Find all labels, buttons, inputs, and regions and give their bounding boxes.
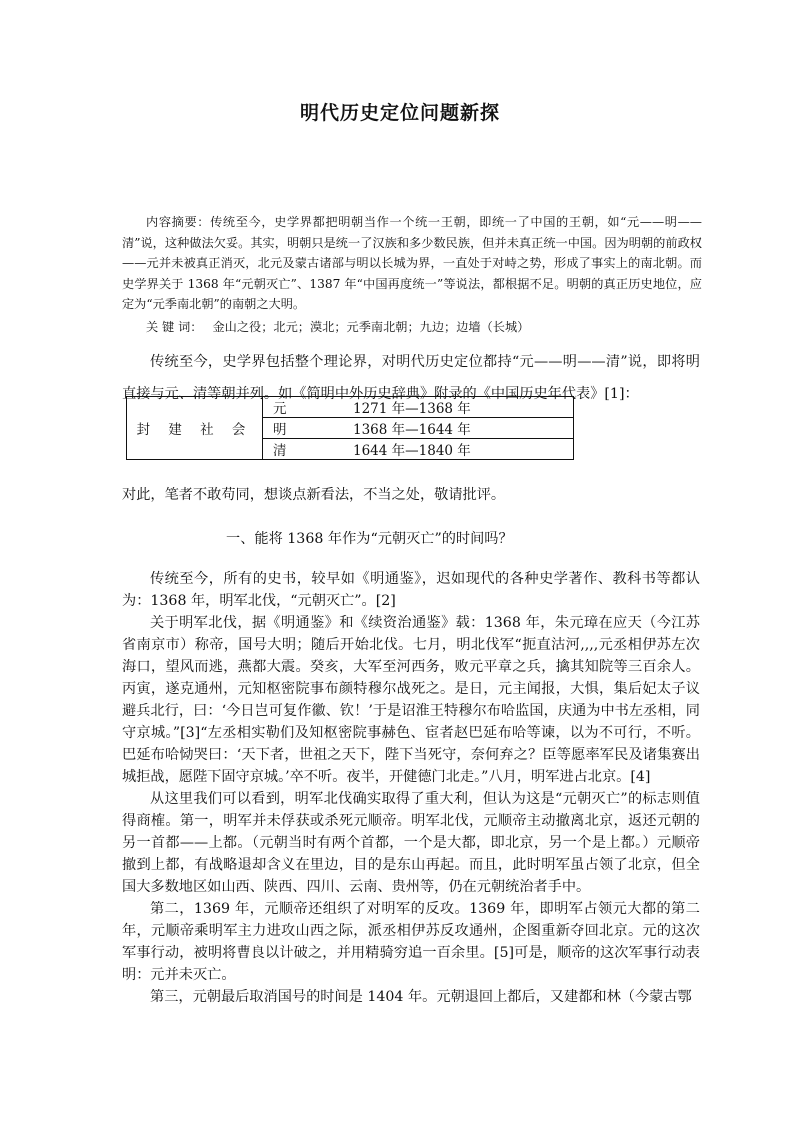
dynasty-years: 1271 年—1368 年 xyxy=(353,401,471,417)
table-label: 封 建 社 会 xyxy=(127,397,263,460)
paragraph: 从这里我们可以看到，明军北伐确实取得了重大利，但认为这是“元朝灭亡”的标志则值得商榷。第一，明军并未俘获或杀死元顺帝。明军北伐，元顺帝主动撤离北京，返还元朝的另一首都——上都。（元朝当时有两个首都，一个是大都，即北京，另一个是上都。）元顺帝撤到上都，有战略退却含义在里边，目的是东山再起。而且，此时明军虽占领了北京，但全国大多数地区如山西、陕西、四川、云南、贵州等，仍在元朝统治者手中。 xyxy=(122,791,700,895)
section-heading: 一、能将 1368 年作为“元朝灭亡”的时间吗？ xyxy=(226,531,513,547)
keywords-label: 关 键 词： xyxy=(146,320,203,334)
dynasty-name: 元 xyxy=(273,401,287,417)
table-cell xyxy=(263,439,574,460)
after-table-paragraph xyxy=(122,484,700,506)
keywords xyxy=(146,318,529,335)
section-body xyxy=(122,568,700,1008)
keywords-text: 金山之役；北元；漠北；元季南北朝；九边；边墙（长城） xyxy=(212,320,530,334)
dynasty-name: 明 xyxy=(273,422,287,438)
table-row xyxy=(127,397,574,418)
table-cell xyxy=(263,397,574,418)
paragraph: 传统至今，所有的史书，较早如《明通鉴》，迟如现代的各种史学著作、教科书等都认为：1368 年，明军北伐，“元朝灭亡”。[2] xyxy=(122,571,700,609)
paragraph: 关于明军北伐，据《明通鉴》和《续资治通鉴》载：1368 年，朱元璋在应天（今江苏省南京市）称帝，国号大明；随后开始北伐。七月，明北伐军“扼直沽河,,,,元丞相伊苏左次海口，望风而逃，燕都大震。癸亥，大军至河西务，败元平章之兵，擒其知院等三百余人。丙寅，遂克通州，元知枢密院事布颜特穆尔战死之。是日，元主闻报，大惧，集后妃太子议避兵北行，曰：‘今日岂可复作徽、钦！’于是诏淮王特穆尔布哈监国，庆通为中书左丞相，同守京城。”[3]“左丞相实勒们及知枢密院事赫色、宦者赵巴延布哈等谏，以为不可行，不听。巴延布哈恸哭曰：‘天下者，世祖之天下，陛下当死守，奈何弃之？臣等愿率军民及诸集赛出城拒战，愿陛下固守京城。’卒不听。夜半，开健德门北走。”八月，明军进占北京。[4] xyxy=(122,615,700,785)
dynasty-years: 1644 年—1840 年 xyxy=(353,443,471,459)
abstract-text: 内容摘要：传统至今，史学界都把明朝当作一个统一王朝，即统一了中国的王朝，如“元——明——清”说，这种做法欠妥。其实，明朝只是统一了汉族和多少数民族，但并未真正统一中国。因为明朝的前政权——元并未被真正消灭，北元及蒙古诸部与明以长城为界，一直处于对峙之势，形成了事实上的南北朝。而史学界关于 1368 年“元朝灭亡”、1387 年“中国再度统一”等说法，都根据不足。明朝的真正历史地位，应定为“元季南北朝”的南朝之大明。 xyxy=(122,215,702,311)
paragraph: 第三，元朝最后取消国号的时间是 1404 年。元朝退回上都后，又建都和林（今蒙古鄂 xyxy=(150,989,692,1005)
paragraph: 第二，1369 年，元顺帝还组织了对明军的反攻。1369 年，即明军占领元大都的第二年，元顺帝乘明军主力进攻山西之际，派丞相伊苏反攻通州，企图重新夺回北京。元的这次军事行动，被明将曹良以计破之，并用精骑穷追一百余里。[5]可是，顺帝的这次军事行动表明：元并未灭亡。 xyxy=(122,901,700,983)
page-title: 明代历史定位问题新探 xyxy=(299,102,500,124)
dynasty-years: 1368 年—1644 年 xyxy=(353,422,471,438)
table-cell xyxy=(263,418,574,439)
dynasty-name: 清 xyxy=(273,443,287,459)
abstract xyxy=(122,212,702,315)
intro-text: 传统至今，史学界包括整个理论界，对明代历史定位都持“元——明——清”说，即将明直接与元、清等朝并列。如《简明中外历史辞典》附录的《中国历史年代表》[1]： xyxy=(122,354,700,402)
chronology-table xyxy=(126,396,574,460)
after-table-text: 对此，笔者不敢苟同，想谈点新看法，不当之处，敬请批评。 xyxy=(122,487,506,503)
